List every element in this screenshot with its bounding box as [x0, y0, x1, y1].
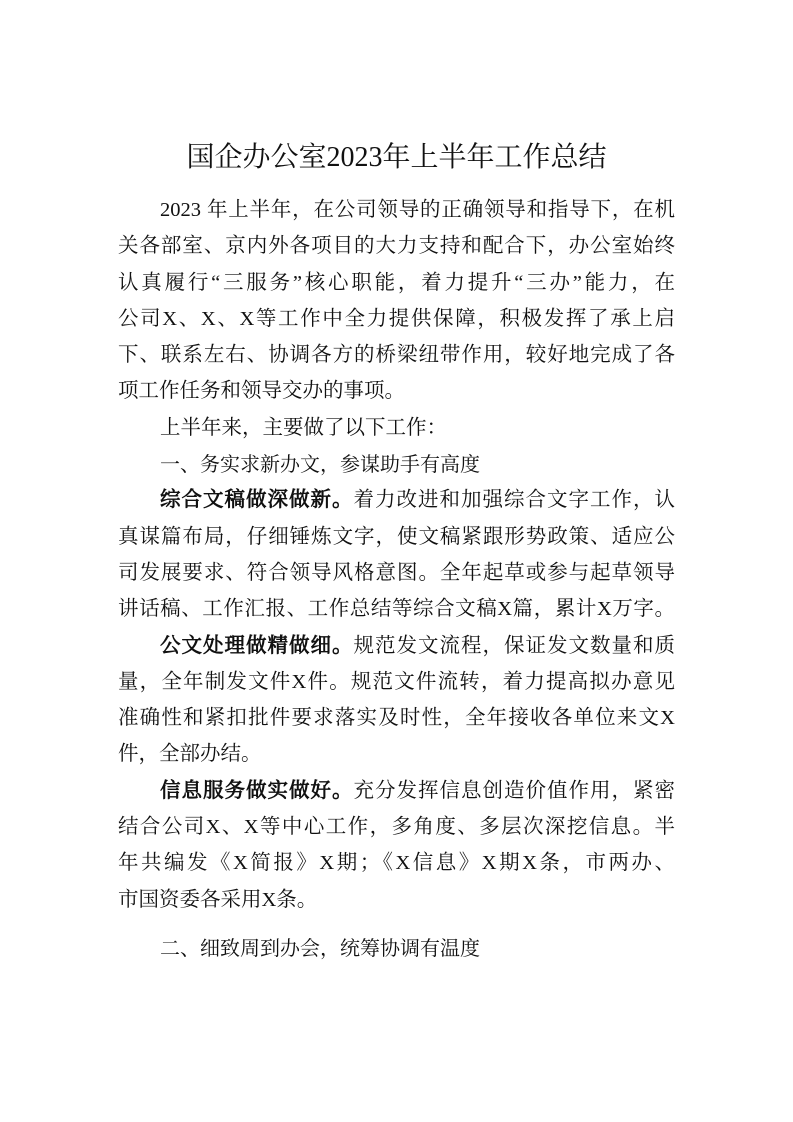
text-line: [118, 628, 675, 664]
bold-lead: 公文处理做精做细。: [160, 634, 354, 657]
text-run: 规范发文流程，保证发文数量和质: [353, 634, 675, 657]
summary-lead-paragraph: 上半年来，主要做了以下工作：: [160, 416, 447, 439]
paragraph-information: [118, 773, 675, 918]
text-run: 着力改进和加强综合文字工作，认: [353, 489, 675, 512]
text-line: 结合公司X、X等中心工作，多角度、多层次深挖信息。半: [118, 816, 675, 839]
text-line: 项工作任务和领导交办的事项。: [118, 380, 405, 403]
text-line: 年共编发《X简报》X期；《X信息》X期X条，市两办、: [118, 852, 675, 875]
text-line: 准确性和紧扣批件要求落实及时性，全年接收各单位来文X: [118, 707, 675, 730]
text-line: 2023 年上半年，在公司领导的正确领导和指导下，在机: [160, 199, 675, 221]
text-line: 量，全年制发文件X件。规范文件流转，着力提高拟办意见: [118, 670, 675, 693]
text-line: 讲话稿、工作汇报、工作总结等综合文稿X篇，累计X万字。: [118, 598, 675, 621]
bold-lead: 综合文稿做深做新。: [160, 489, 354, 512]
text-line: 下、联系左右、协调各方的桥梁纽带作用，较好地完成了各: [118, 344, 675, 367]
text-line: [118, 773, 675, 809]
bold-lead: 信息服务做实做好。: [160, 779, 354, 802]
text-line: 关各部室、京内外各项目的大力支持和配合下，办公室始终: [118, 235, 675, 258]
text-line: 认真履行“三服务”核心职能，着力提升“三办”能力，在: [118, 271, 675, 294]
document-title: 国企办公室2023年上半年工作总结: [186, 142, 607, 173]
document-body: [118, 192, 675, 966]
text-line: 真谋篇布局，仔细锤炼文字，使文稿紧跟形势政策、适应公: [118, 525, 675, 548]
section-heading-2: 二、细致周到办会，统筹协调有温度: [160, 935, 480, 960]
text-line: 司发展要求、符合领导风格意图。全年起草或参与起草领导: [118, 561, 675, 584]
paragraph-documents: [118, 482, 675, 627]
text-line: 市国资委各采用X条。: [118, 888, 318, 911]
text-line: [118, 482, 675, 518]
text-run: 充分发挥信息创造价值作用，紧密: [353, 779, 675, 802]
paragraph-official-docs: [118, 628, 675, 773]
text-line: 件，全部办结。: [118, 743, 262, 766]
intro-paragraph: [118, 192, 675, 410]
text-line: 公司X、X、X等工作中全力提供保障，积极发挥了承上启: [118, 307, 675, 330]
section-heading-1: 一、务实求新办文，参谋助手有高度: [160, 452, 480, 477]
